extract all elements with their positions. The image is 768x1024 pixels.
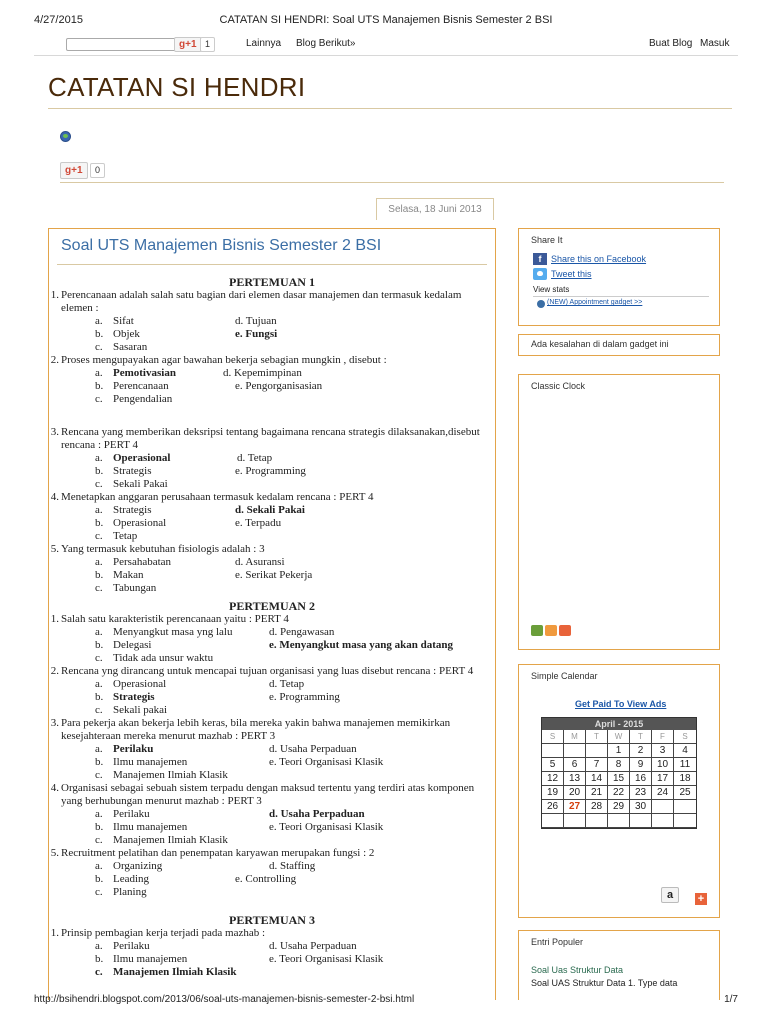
- question-1-5: 5. Yang termasuk kebutuhan fisiologis adalah : 3: [50, 543, 265, 555]
- question-1-4: 4. Menetapkan anggaran perusahaan termasuk kedalam rencana : PERT 4: [50, 491, 374, 503]
- popular-posts-heading: Entri Populer: [531, 937, 584, 947]
- navbar-link-lainnya[interactable]: Lainnya: [246, 38, 282, 49]
- globe-icon[interactable]: [60, 131, 71, 142]
- navbar-link-blog-berikut[interactable]: Blog Berikut»: [296, 38, 356, 49]
- question-2-2: 2. Rencana yng dirancang untuk mencapai tujuan organisasi yang luas disebut rencana : PERT 4: [50, 665, 474, 677]
- buat-blog-link[interactable]: Buat Blog: [649, 38, 693, 49]
- calendar-week: [542, 814, 696, 828]
- post-date-tab: Selasa, 18 Juni 2013: [376, 198, 494, 220]
- appointment-gadget-link[interactable]: (NEW) Appointment gadget >>: [547, 299, 643, 306]
- calendar-grid: [541, 717, 697, 829]
- masuk-link[interactable]: Masuk: [700, 38, 730, 49]
- share-it-widget: [518, 228, 720, 326]
- gadget-error-widget: [518, 334, 720, 356]
- share-gplus-count: 0: [90, 163, 105, 178]
- print-title: CATATAN SI HENDRI: Soal UTS Manajemen Bisnis Semester 2 BSI: [219, 14, 553, 26]
- simple-calendar-heading: Simple Calendar: [531, 671, 598, 681]
- blog-title[interactable]: CATATAN SI HENDRI: [48, 72, 306, 102]
- calendar-today: 27: [564, 800, 586, 814]
- paid-ads-link[interactable]: Get Paid To View Ads: [575, 699, 667, 709]
- share-gplus-button[interactable]: g+1: [60, 162, 88, 179]
- section-heading: PERTEMUAN 2: [229, 599, 315, 613]
- calendar-week: 26 27 28 29 30: [542, 800, 696, 814]
- info-icon: [537, 300, 545, 308]
- simple-calendar-widget: [518, 664, 720, 918]
- calendar-week: 5 6 7 8 9 10 11: [542, 758, 696, 772]
- gplus-button[interactable]: g+1: [174, 37, 202, 52]
- share-it-heading: Share It: [531, 235, 563, 245]
- question-1-1: 1. Perencanaan adalah salah satu bagian dari elemen dasar manajemen dan termasuk kedalam elemen :: [50, 289, 462, 314]
- calendar-month: April - 2015: [542, 718, 696, 730]
- question-2-3: 3. Para pekerja akan bekerja lebih keras, bila mereka yakin bahwa manajemen memikirkan kesejahteraan mereka menurut mazhab : PERT 3: [50, 717, 451, 742]
- gadget-error-text: Ada kesalahan di dalam gadget ini: [531, 339, 669, 349]
- share-divider-line: [533, 296, 709, 297]
- popular-post-snippet: Soal UAS Struktur Data 1. Type data: [531, 978, 678, 988]
- popular-post-link[interactable]: Soal Uas Struktur Data: [531, 965, 624, 975]
- post-title[interactable]: Soal UTS Manajemen Bisnis Semester 2 BSI: [61, 237, 382, 254]
- google-add-icon[interactable]: [531, 625, 543, 636]
- plus-icon[interactable]: [559, 625, 571, 636]
- question-2-4: 4. Organisasi sebagai sebuah sistem terpadu dengan maksud tertentu yang terdiri atas komponen yang berhubungan menurut mazhab : PERT 3: [50, 782, 475, 807]
- calendar-week: 12 13 14 15 16 17 18: [542, 772, 696, 786]
- print-header: [34, 14, 738, 30]
- options-1-1: a. Sifat d. Tujuan: [95, 315, 277, 327]
- blogger-icon[interactable]: [545, 625, 557, 636]
- question-2-5: 5. Recruitment pelatihan dan penempatan karyawan merupakan fungsi : 2: [50, 847, 375, 859]
- amazon-icon[interactable]: a: [661, 887, 679, 903]
- question-3-1: 1. Prinsip pembagian kerja terjadi pada mazhab :: [50, 927, 266, 939]
- share-facebook-link[interactable]: Share this on Facebook: [551, 254, 647, 264]
- calendar-week: 19 20 21 22 23 24 25: [542, 786, 696, 800]
- subscribe-icons: [531, 625, 581, 637]
- popular-posts-widget: [518, 930, 720, 1000]
- add-widget-icon[interactable]: +: [695, 893, 707, 905]
- post-body: PERTEMUAN 1 1. Perencanaan adalah salah satu bagian dari elemen dasar manajemen dan termasuk kedalam elemen : a. Sifat d. Tujuan b. Objek e. Fungsi c. Sasaran 2. Proses mengupayakan agar bawahan bekerja sebagian mungkin , disebut : a. Pemotivasian d. Kepemimpinan b. Perencanaan e. Pengorganisasian c. Pengendalian 3. Rencana yang memberikan deksripsi tentang bagaimana rencana strategis dilaksanakan,disebut rencana : PERT 4 a. Operasional d. Tetap b. Strategis e. Programming c. Sekali Pakai 4. Menetapkan anggaran perusahaan termasuk kedalam rencana : PERT 4 a. Strategis d. Sekali Pakai b. Operasional e. Terpadu c. Tetap 5. Yang termasuk kebutuhan fisiologis adalah : 3 a. Persahabatan d. Asuransi b. Makan e. Serikat Pekerja c. Tabungan PERTEMUAN 2 1. Salah satu karakteristik perencanaan yaitu : PERT 4 a. Menyangkut masa yng lalu d. Pengawasan b. Delegasi e. Menyangkut masa yang akan datang c. Tidak ada unsur waktu 2. Rencana yng dirancang untuk mencapai tujuan organisasi yang luas disebut rencana : PERT 4 a. Operasional d. Tetap b. Strategis e. Programming c. Sekali pakai 3. Para pekerja akan bekerja lebih keras, bila mereka yakin bahwa manajemen memikirkan kesejahteraan mereka menurut mazhab : PERT 3 a. Perilaku d. Usaha Perpaduan b. Ilmu manajemen e. Teori Organisasi Klasik c. Manajemen Ilmiah Klasik 4. Organisasi sebagai sebuah sistem terpadu dengan maksud tertentu yang terdiri atas komponen yang berhubungan menurut mazhab : PERT 3 a. Perilaku d. Usaha Perpaduan b. Ilmu manajemen e. Teori Organisasi Klasik c. Manajemen Ilmiah Klasik 5. Recruitment pelatihan dan penempatan karyawan merupakan fungsi : 2 a. Organizing d. Staffing b. Leading e. Controlling c. Planing PERTEMUAN 3 1. Prinsip pembagian kerja terjadi pada mazhab : a. Perilaku d. Usaha Perpaduan b. Ilmu manajemen e. Teori Organisasi Klasik c. Manajemen Ilmiah Klasik: [49, 275, 495, 979]
- gplus-count: 1: [200, 37, 215, 52]
- title-divider: [48, 108, 732, 109]
- blogger-navbar: [34, 34, 738, 56]
- calendar-week: 1 2 3 4: [542, 744, 696, 758]
- section-heading: PERTEMUAN 3: [229, 913, 315, 927]
- post-container: [48, 228, 496, 1000]
- print-footer: [34, 994, 738, 1008]
- calendar-weekdays: S M T W T F S: [542, 730, 696, 744]
- classic-clock-heading: Classic Clock: [531, 381, 586, 391]
- question-1-2: 2. Proses mengupayakan agar bawahan bekerja sebagian mungkin , disebut :: [50, 354, 387, 366]
- question-2-1: 1. Salah satu karakteristik perencanaan yaitu : PERT 4: [50, 613, 289, 625]
- share-divider: [60, 182, 724, 183]
- twitter-icon[interactable]: [533, 268, 547, 280]
- tweet-this-link[interactable]: Tweet this: [551, 269, 592, 279]
- view-stats-link[interactable]: View stats: [533, 285, 570, 294]
- print-url: http://bsihendri.blogspot.com/2013/06/soal-uts-manajemen-bisnis-semester-2-bsi.html: [34, 994, 415, 1005]
- print-page-number: 1/7: [724, 994, 738, 1005]
- classic-clock-widget: [518, 374, 720, 650]
- facebook-icon[interactable]: f: [533, 253, 547, 265]
- question-1-3: 3. Rencana yang memberikan deksripsi tentang bagaimana rencana strategis dilaksanakan,disebut rencana : PERT 4: [50, 426, 480, 451]
- post-title-divider: [57, 264, 487, 265]
- print-date: 4/27/2015: [34, 14, 83, 26]
- section-heading: PERTEMUAN 1: [229, 275, 315, 289]
